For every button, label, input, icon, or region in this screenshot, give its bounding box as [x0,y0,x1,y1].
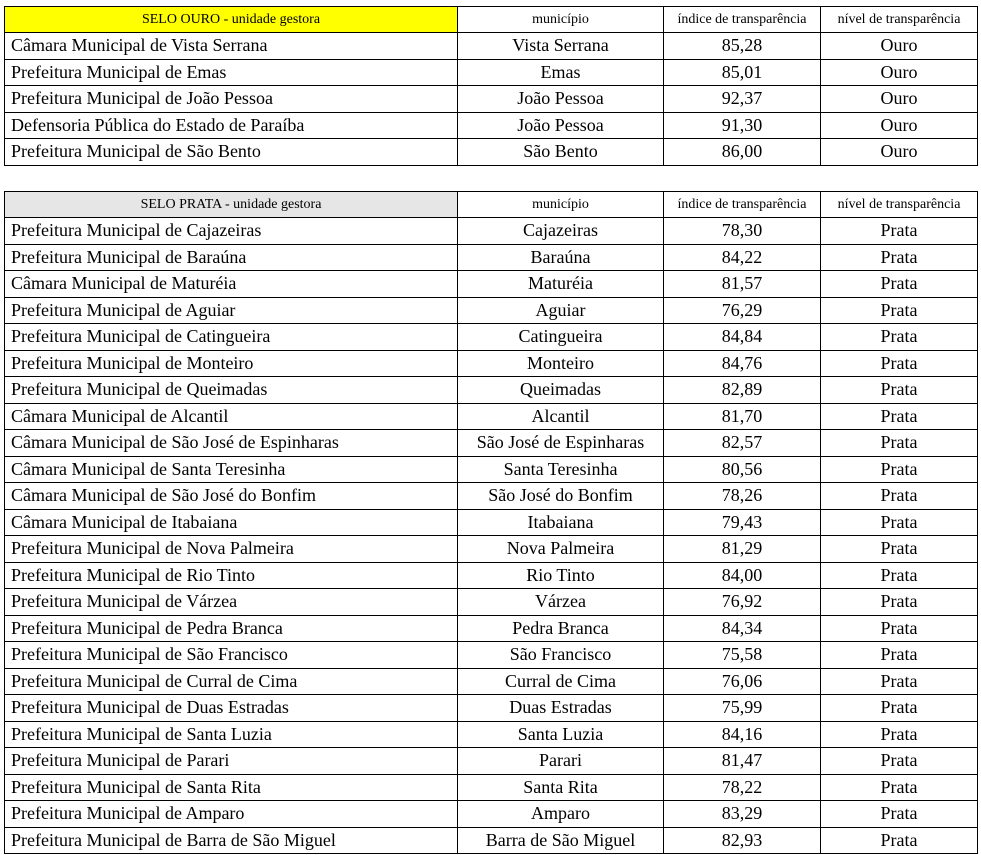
cell-nivel: Prata [821,403,978,430]
table-row [5,721,978,748]
cell-nivel: Prata [821,350,978,377]
table-row [5,33,978,60]
cell-municipio: São José de Espinharas [458,430,664,457]
table-row [5,86,978,113]
cell-unidade-gestora: Prefeitura Municipal de Amparo [5,801,458,828]
cell-unidade-gestora: Câmara Municipal de Alcantil [5,403,458,430]
cell-indice: 81,47 [664,748,821,775]
cell-nivel: Prata [821,377,978,404]
cell-indice: 76,29 [664,297,821,324]
cell-indice: 78,26 [664,483,821,510]
cell-nivel: Prata [821,271,978,298]
table-row [5,324,978,351]
cell-unidade-gestora: Câmara Municipal de Maturéia [5,271,458,298]
cell-municipio: Rio Tinto [458,562,664,589]
cell-unidade-gestora: Câmara Municipal de Itabaiana [5,509,458,536]
cell-unidade-gestora: Prefeitura Municipal de Nova Palmeira [5,536,458,563]
cell-indice: 85,01 [664,59,821,86]
cell-municipio: Santa Rita [458,774,664,801]
cell-nivel: Prata [821,218,978,245]
cell-unidade-gestora: Prefeitura Municipal de Santa Rita [5,774,458,801]
cell-nivel: Prata [821,721,978,748]
header-unidade-gestora: SELO PRATA - unidade gestora [5,192,458,218]
cell-unidade-gestora: Prefeitura Municipal de Catingueira [5,324,458,351]
cell-municipio: Emas [458,59,664,86]
cell-indice: 79,43 [664,509,821,536]
cell-unidade-gestora: Prefeitura Municipal de Aguiar [5,297,458,324]
cell-indice: 91,30 [664,112,821,139]
cell-nivel: Prata [821,430,978,457]
cell-unidade-gestora: Câmara Municipal de São José de Espinharas [5,430,458,457]
cell-nivel: Prata [821,456,978,483]
selo-prata-rows [5,218,978,854]
cell-nivel: Prata [821,642,978,669]
cell-municipio: São José do Bonfim [458,483,664,510]
selo-ouro-rows [5,33,978,166]
cell-nivel: Prata [821,827,978,854]
cell-nivel: Ouro [821,139,978,166]
cell-indice: 75,99 [664,695,821,722]
cell-nivel: Ouro [821,33,978,60]
header-nivel: nível de transparência [821,192,978,218]
cell-unidade-gestora: Prefeitura Municipal de Baraúna [5,244,458,271]
cell-unidade-gestora: Prefeitura Municipal de Queimadas [5,377,458,404]
cell-unidade-gestora: Prefeitura Municipal de Emas [5,59,458,86]
cell-municipio: Pedra Branca [458,615,664,642]
cell-nivel: Ouro [821,86,978,113]
cell-municipio: Santa Teresinha [458,456,664,483]
cell-indice: 84,34 [664,615,821,642]
selo-prata-table [4,191,978,854]
cell-municipio: Vista Serrana [458,33,664,60]
cell-nivel: Prata [821,801,978,828]
cell-nivel: Prata [821,748,978,775]
table-row [5,112,978,139]
cell-municipio: Santa Luzia [458,721,664,748]
cell-indice: 86,00 [664,139,821,166]
table-row [5,377,978,404]
cell-unidade-gestora: Prefeitura Municipal de Cajazeiras [5,218,458,245]
cell-indice: 84,84 [664,324,821,351]
header-indice: índice de transparência [664,7,821,33]
cell-indice: 80,56 [664,456,821,483]
table-row [5,218,978,245]
cell-indice: 84,22 [664,244,821,271]
cell-indice: 83,29 [664,801,821,828]
cell-indice: 78,22 [664,774,821,801]
cell-municipio: Aguiar [458,297,664,324]
cell-nivel: Prata [821,615,978,642]
table-row [5,642,978,669]
table-row [5,456,978,483]
cell-municipio: Catingueira [458,324,664,351]
cell-municipio: Cajazeiras [458,218,664,245]
cell-unidade-gestora: Prefeitura Municipal de Barra de São Miguel [5,827,458,854]
cell-indice: 92,37 [664,86,821,113]
cell-unidade-gestora: Prefeitura Municipal de João Pessoa [5,86,458,113]
cell-municipio: São Bento [458,139,664,166]
cell-municipio: Várzea [458,589,664,616]
cell-municipio: Monteiro [458,350,664,377]
table-row [5,297,978,324]
cell-municipio: Duas Estradas [458,695,664,722]
table-header-row [5,7,978,33]
cell-nivel: Prata [821,536,978,563]
cell-nivel: Prata [821,774,978,801]
cell-unidade-gestora: Prefeitura Municipal de Rio Tinto [5,562,458,589]
cell-municipio: São Francisco [458,642,664,669]
table-row [5,509,978,536]
cell-indice: 84,00 [664,562,821,589]
selo-ouro-table [4,6,978,166]
cell-indice: 81,57 [664,271,821,298]
cell-indice: 81,70 [664,403,821,430]
table-row [5,430,978,457]
cell-municipio: João Pessoa [458,86,664,113]
cell-municipio: Nova Palmeira [458,536,664,563]
table-row [5,827,978,854]
cell-municipio: Itabaiana [458,509,664,536]
cell-unidade-gestora: Prefeitura Municipal de Curral de Cima [5,668,458,695]
table-row [5,536,978,563]
cell-nivel: Prata [821,509,978,536]
cell-indice: 81,29 [664,536,821,563]
cell-municipio: Baraúna [458,244,664,271]
cell-nivel: Prata [821,589,978,616]
cell-indice: 76,92 [664,589,821,616]
cell-nivel: Ouro [821,59,978,86]
table-row [5,748,978,775]
table-row [5,271,978,298]
cell-nivel: Prata [821,483,978,510]
table-row [5,589,978,616]
cell-nivel: Ouro [821,112,978,139]
table-row [5,350,978,377]
header-unidade-gestora: SELO OURO - unidade gestora [5,7,458,33]
cell-indice: 78,30 [664,218,821,245]
header-municipio: município [458,192,664,218]
table-row [5,801,978,828]
cell-unidade-gestora: Prefeitura Municipal de Parari [5,748,458,775]
cell-indice: 82,57 [664,430,821,457]
header-municipio: município [458,7,664,33]
cell-unidade-gestora: Câmara Municipal de Vista Serrana [5,33,458,60]
cell-municipio: Alcantil [458,403,664,430]
table-row [5,615,978,642]
cell-unidade-gestora: Prefeitura Municipal de São Bento [5,139,458,166]
cell-unidade-gestora: Prefeitura Municipal de Monteiro [5,350,458,377]
cell-indice: 76,06 [664,668,821,695]
cell-nivel: Prata [821,668,978,695]
table-row [5,774,978,801]
cell-unidade-gestora: Defensoria Pública do Estado de Paraíba [5,112,458,139]
cell-unidade-gestora: Câmara Municipal de São José do Bonfim [5,483,458,510]
header-indice: índice de transparência [664,192,821,218]
table-row [5,668,978,695]
cell-municipio: Barra de São Miguel [458,827,664,854]
table-row [5,403,978,430]
cell-municipio: Parari [458,748,664,775]
cell-unidade-gestora: Prefeitura Municipal de Várzea [5,589,458,616]
table-row [5,59,978,86]
cell-nivel: Prata [821,297,978,324]
table-row [5,244,978,271]
cell-unidade-gestora: Câmara Municipal de Santa Teresinha [5,456,458,483]
cell-unidade-gestora: Prefeitura Municipal de Pedra Branca [5,615,458,642]
cell-municipio: Maturéia [458,271,664,298]
cell-unidade-gestora: Prefeitura Municipal de Santa Luzia [5,721,458,748]
cell-unidade-gestora: Prefeitura Municipal de São Francisco [5,642,458,669]
table-row [5,695,978,722]
cell-municipio: João Pessoa [458,112,664,139]
cell-indice: 75,58 [664,642,821,669]
cell-nivel: Prata [821,695,978,722]
cell-indice: 82,93 [664,827,821,854]
cell-municipio: Amparo [458,801,664,828]
cell-indice: 85,28 [664,33,821,60]
table-row [5,562,978,589]
table-header-row [5,192,978,218]
cell-municipio: Curral de Cima [458,668,664,695]
cell-nivel: Prata [821,562,978,589]
cell-nivel: Prata [821,324,978,351]
cell-indice: 84,76 [664,350,821,377]
cell-indice: 84,16 [664,721,821,748]
table-row [5,483,978,510]
cell-indice: 82,89 [664,377,821,404]
cell-municipio: Queimadas [458,377,664,404]
cell-unidade-gestora: Prefeitura Municipal de Duas Estradas [5,695,458,722]
header-nivel: nível de transparência [821,7,978,33]
table-row [5,139,978,166]
cell-nivel: Prata [821,244,978,271]
